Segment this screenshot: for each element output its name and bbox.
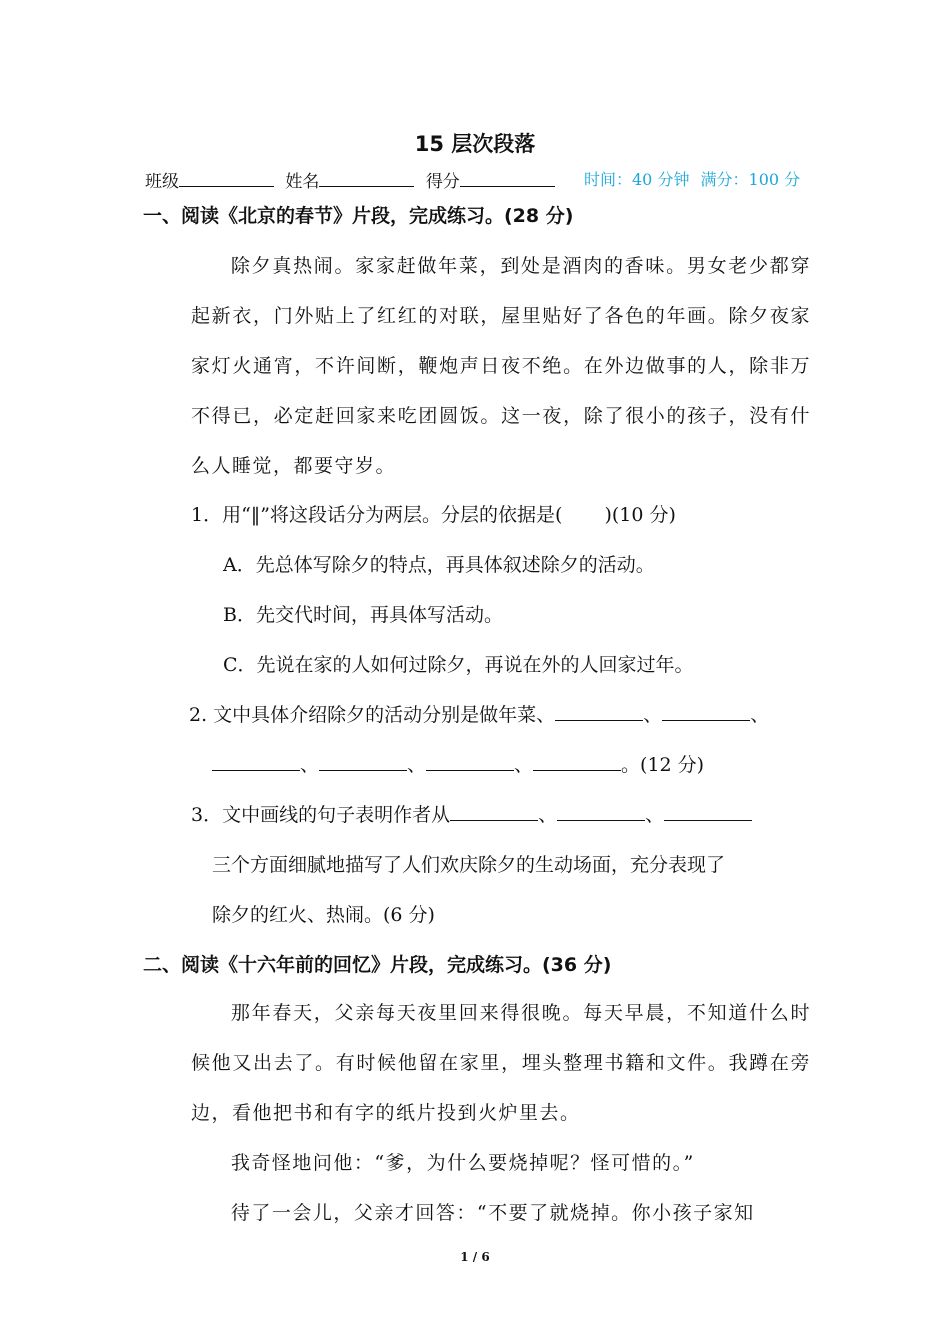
q1-option-a: A．先总体写除夕的特点，再具体叙述除夕的活动。 [223, 554, 655, 576]
q2-blank-5[interactable] [426, 752, 514, 771]
q1-score: )(10 分) [604, 504, 676, 526]
q3-sep: 、 [645, 804, 665, 826]
question-2-line2 [212, 750, 704, 777]
name-blank[interactable] [319, 169, 414, 187]
q3-blank-2[interactable] [557, 802, 645, 821]
q3-blank-1[interactable] [450, 802, 538, 821]
q3-text: 3．文中画线的句子表明作者从 [191, 804, 451, 826]
q2-end: 。(12 分) [621, 754, 705, 776]
passage-text: 除夕真热闹。家家赶做年菜，到处是酒肉的香味。男女老少都穿起新衣，门外贴上了红红的对联，屋里贴好了各色的年画。除夕夜家家灯火通宵，不许间断，鞭炮声日夜不绝。在外边做事的人，除非万不得已，必定赶回家来吃团圆饭。这一夜，除了很小的孩子，没有什么人睡觉，都要守岁。 [191, 255, 811, 477]
q2-sep: 、 [750, 704, 770, 726]
q2-text: 2. 文中具体介绍除夕的活动分别是做年菜、 [189, 704, 556, 726]
class-blank[interactable] [179, 169, 274, 187]
q2-blank-6[interactable] [533, 752, 621, 771]
section1-heading: 一、阅读《北京的春节》片段，完成练习。(28 分) [143, 205, 574, 227]
q2-blank-2[interactable] [662, 702, 750, 721]
question-1 [191, 500, 676, 527]
section1-passage [191, 241, 811, 491]
q2-blank-1[interactable] [555, 702, 643, 721]
time-score-info [584, 167, 800, 190]
time-info: 时间：40 分钟 [584, 170, 690, 189]
q2-sep: 、 [300, 754, 320, 776]
section2-para1: 那年春天，父亲每天夜里回来得很晚。每天早晨，不知道什么时候他又出去了。有时候他留在家里，埋头整理书籍和文件。我蹲在旁边，看他把书和有字的纸片投到火炉里去。 [191, 1002, 811, 1124]
q2-blank-3[interactable] [212, 752, 300, 771]
question-3-line1 [191, 800, 752, 827]
header-info [145, 167, 555, 192]
score-label: 得分 [425, 172, 460, 192]
q2-sep: 、 [643, 704, 663, 726]
page-number: 1 / 6 [460, 1250, 490, 1264]
q1-text: 1．用“‖”将这段话分为两层。分层的依据是( [191, 504, 563, 526]
q3-blank-3[interactable] [664, 802, 752, 821]
page-title: 15 层次段落 [414, 132, 536, 156]
q2-blank-4[interactable] [319, 752, 407, 771]
q2-sep: 、 [514, 754, 534, 776]
q3-sep: 、 [538, 804, 558, 826]
question-3-line2: 三个方面细腻地描写了人们欢庆除夕的生动场面，充分表现了 [212, 854, 726, 876]
section2-passage [191, 988, 811, 1238]
section2-para2: 我奇怪地问他：“爹，为什么要烧掉呢？怪可惜的。” [230, 1152, 695, 1174]
q1-option-b: B．先交代时间，再具体写活动。 [223, 604, 503, 626]
section2-heading: 二、阅读《十六年前的回忆》片段，完成练习。(36 分) [143, 954, 612, 976]
full-score: 满分：100 分 [700, 170, 801, 189]
q2-sep: 、 [407, 754, 427, 776]
section2-para3: 待了一会儿，父亲才回答：“不要了就烧掉。你小孩子家知 [230, 1202, 755, 1224]
name-label: 姓名 [285, 172, 320, 192]
question-3-line3: 除夕的红火、热闹。(6 分) [212, 904, 435, 926]
question-2-line1 [189, 700, 769, 727]
score-blank[interactable] [460, 169, 555, 187]
class-label: 班级 [145, 172, 179, 192]
q1-option-c: C．先说在家的人如何过除夕，再说在外的人回家过年。 [223, 654, 694, 676]
